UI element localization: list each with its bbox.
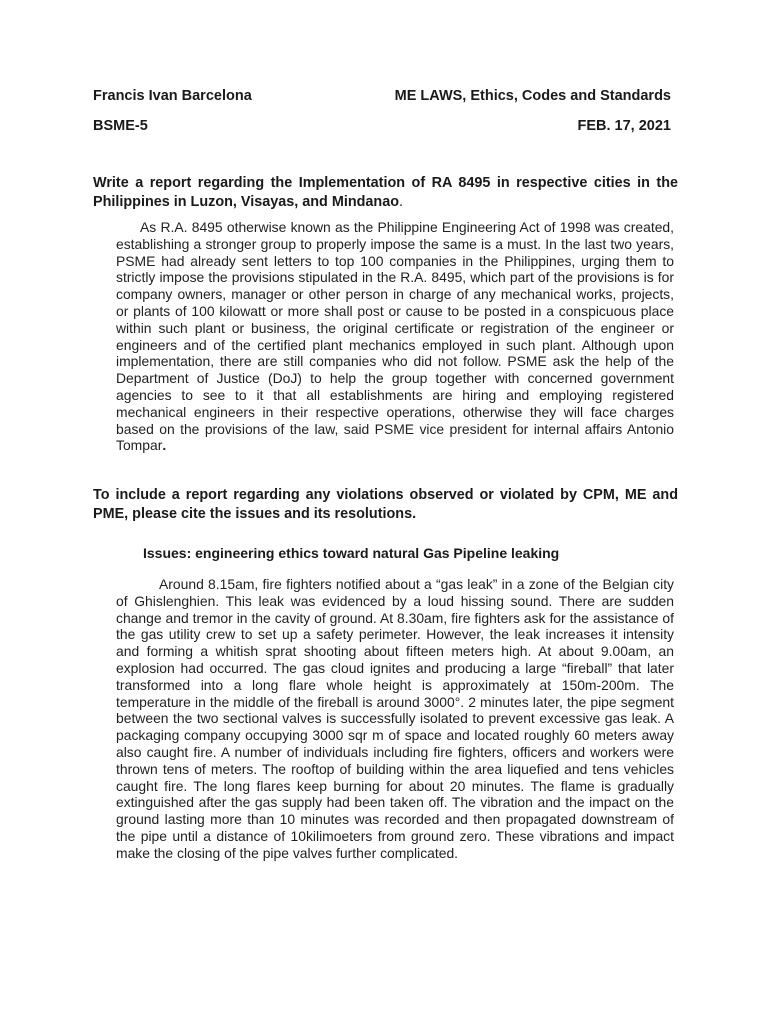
author-name: Francis Ivan Barcelona: [93, 88, 252, 104]
issue-heading: Issues: engineering ethics toward natural Gas Pipeline leaking: [143, 545, 560, 561]
course-title: ME LAWS, Ethics, Codes and Standards: [394, 88, 671, 104]
paragraph-1-text: As R.A. 8495 otherwise known as the Philippine Engineering Act of 1998 was created, establishing a stronger group to properly impose the same is a must. In the last two years, PSME had already sent letters to top 100 companies in the Philippines, urging them to strictly impose the provisions stipulated in the R.A. 8495, which part of the provisions is for company owners, manager or other person in charge of any mechanical works, projects, or plants of 100 kilowatt or more shall post or cause to be posted in a conspicuous place within such plant or business, the original certificate or registration of the engineer or engineers and of the certified plant mechanics employed in such plant. Although upon implementation, there are still companies who did not follow. PSME ask the help of the Department of Justice (DoJ) to help the group together with concerned government agencies to see to it that all establishments are hiring and employing registered mechanical engineers in their respective operations, otherwise they will face charges based on the provisions of the law, said PSME vice president for internal affairs Antonio Tompar: [116, 219, 674, 454]
paragraph-1-period: .: [162, 437, 167, 454]
section-label: BSME-5: [93, 118, 148, 134]
paragraph-2: Around 8.15am, fire fighters notified about a “gas leak” in a zone of the Belgian city of Ghislenghien. This leak was evidenced by a loud hissing sound. There are sudden change and tremor in the cavity of ground. At 8.30am, fire fighters ask for the assistance of the gas utility crew to set up a safety perimeter. However, the leak increases it intensity and forming a whitish sprat shooting about fifteen meters high. At about 9.00am, an explosion had occurred. The gas cloud ignites and producing a large “fireball” that later transformed into a long flare whole height is approximately at 150m-200m. The temperature in the middle of the fireball is around 3000°. 2 minutes later, the pipe segment between the two sectional valves is successfully isolated to prevent excessive gas leak. A packaging company occupying 3000 sqr m of space and located roughly 60 meters away also caught fire. A number of individuals including fire fighters, officers and workers were thrown tens of meters. The rooftop of building within the area liquefied and tens vehicles caught fire. The long flares keep burning for about 20 minutes. The flame is gradually extinguished after the gas supply had been taken off. The vibration and the impact on the ground lasting more than 10 minutes was recorded and then propagated downstream of the pipe until a distance of 10kilimoeters from ground zero. These vibrations and impact make the closing of the pipe valves further complicated.: [116, 576, 674, 861]
question-1-text: Write a report regarding the Implementation of RA 8495 in respective cities in the Philippines in Luzon, Visayas, and Mindanao: [93, 175, 678, 210]
question-1-heading: [93, 174, 678, 212]
question-1-period: .: [398, 194, 403, 210]
question-2-heading: To include a report regarding any violations observed or violated by CPM, ME and PME, please cite the issues and its resolutions.: [93, 487, 678, 522]
paragraph-1: [116, 219, 674, 454]
date-label: FEB. 17, 2021: [577, 118, 671, 134]
